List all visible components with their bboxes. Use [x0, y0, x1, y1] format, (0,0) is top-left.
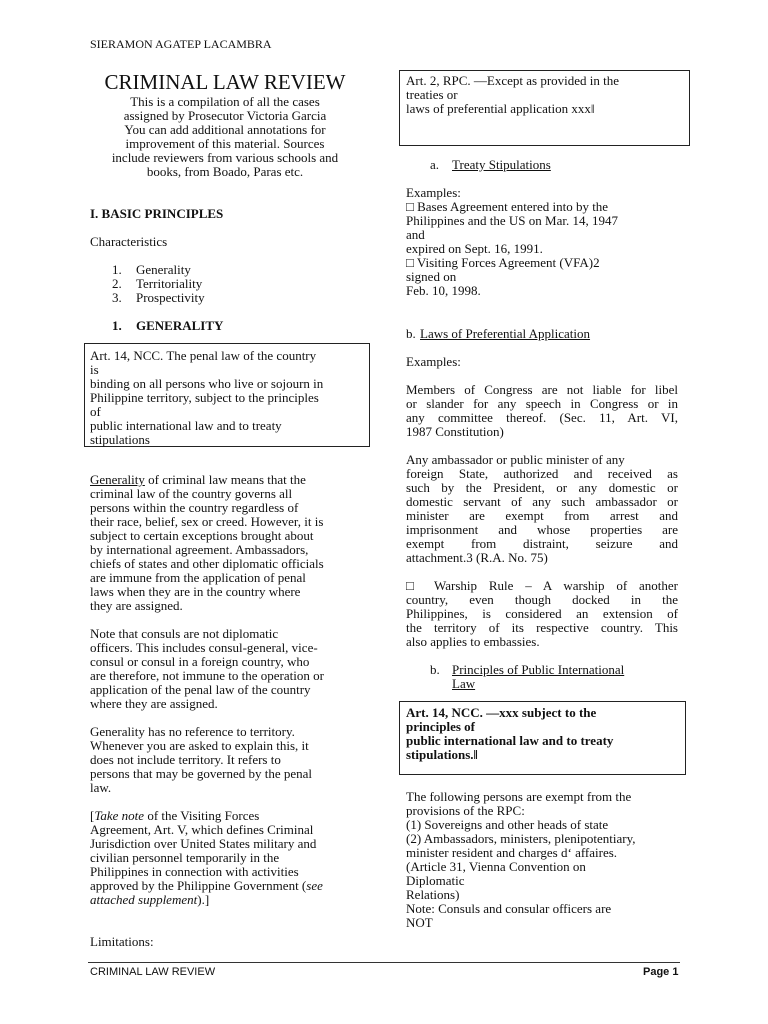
- consuls-paragraph: Note that consuls are not diplomatic officers. This includes consul-general, vice- consul or consul in a foreign country, who are therefore, not immune to the operation or application of the penal law of the country where they are assigned.: [90, 626, 324, 711]
- examples-label: Examples:: [406, 185, 461, 200]
- intro-paragraph: [90, 95, 360, 179]
- examples-label-2: Examples:: [406, 354, 461, 369]
- treaty-stipulations-item: a. Treaty Stipulations: [430, 157, 551, 172]
- ambassador-paragraph: Any ambassador or public minister of any foreign State, authorized and received as such by the President, or any domestic or domestic servant of any such ambassador or minister are exempt from arrest and imprisonment and whose properties are exempt from distraint, seizure and attachment.3 (R.A. No. 75): [406, 452, 678, 565]
- footer-title: CRIMINAL LAW REVIEW: [90, 966, 216, 978]
- treaty-examples: □ Bases Agreement entered into by the Philippines and the US on Mar. 14, 1947 and expired on Sept. 16, 1991. □ Visiting Forces Agreement (VFA)2 signed on Feb. 10, 1998.: [406, 199, 618, 298]
- document-title: CRIMINAL LAW REVIEW: [104, 70, 346, 94]
- generality-heading: 1. GENERALITY: [112, 318, 224, 333]
- vfa-paragraph: [Take note of the Visiting Forces Agreement, Art. V, which defines Criminal Jurisdiction over United States military and civilian personnel temporarily in the Philippines in connection with activities approved by the Philippine Government (see attached supplement).]: [90, 808, 323, 907]
- art14-quote-box: Art. 14, NCC. The penal law of the country is binding on all persons who live or sojourn in Philippine territory, subject to the principles of public international law and to treaty stipulations: [84, 343, 370, 447]
- list-item: 2. Territoriality: [112, 276, 203, 291]
- warship-paragraph: □ Warship Rule – A warship of another country, even though docked in the Philippines, is considered an extension of the territory of its respective country. This also applies to embassies.: [406, 578, 678, 649]
- characteristics-list: [112, 263, 205, 305]
- congress-paragraph: Members of Congress are not liable for libel or slander for any speech in Congress or in any committee thereof. (Sec. 11, Art. VI, 1987 Constitution): [406, 382, 678, 439]
- generality-paragraph: Generality of criminal law means that the criminal law of the country governs all persons within the country regardless of their race, belief, sex or creed. However, it is subject to certain exceptions brought about by international agreement. Ambassadors, chiefs of states and other diplomatic officials are immune from the application of penal laws when they are in the country where they are assigned.: [90, 472, 324, 613]
- running-header-author: SIERAMON AGATEP LACAMBRA: [90, 37, 272, 51]
- laws-preferential-item: b. Laws of Preferential Application: [406, 326, 591, 341]
- list-item: 1. Generality: [112, 262, 191, 277]
- intro-line: improvement of this material. Sources: [125, 136, 325, 151]
- intro-line: include reviewers from various schools and: [111, 150, 339, 165]
- intro-line: assigned by Prosecutor Victoria Garcia: [123, 108, 327, 123]
- intro-line: You can add additional annotations for: [124, 122, 326, 137]
- section-heading: I. BASIC PRINCIPLES: [90, 206, 224, 221]
- intro-line: This is a compilation of all the cases: [130, 94, 320, 109]
- territory-paragraph: Generality has no reference to territory. Whenever you are asked to explain this, it does not include territory. It refers to persons that may be governed by the penal law.: [90, 724, 313, 795]
- list-item: 3. Prospectivity: [112, 290, 205, 305]
- art14-quote-box-2: Art. 14, NCC. —xxx subject to the principles of public international law and to treaty stipulations.‖: [399, 701, 686, 775]
- characteristics-label: Characteristics: [90, 234, 168, 249]
- exempt-persons-paragraph: The following persons are exempt from the provisions of the RPC: (1) Sovereigns and other heads of state (2) Ambassadors, ministers, plenipotentiary, minister resident and charges d‘ affaires. (Article 31, Vienna Convention on Diplomatic Relations) Note: Consuls and consular officers are NOT: [406, 789, 636, 930]
- art2-quote-box: Art. 2, RPC. —Except as provided in the treaties or laws of preferential application xxx‖: [399, 70, 690, 146]
- intro-line: books, from Boado, Paras etc.: [146, 164, 304, 179]
- limitations-label: Limitations:: [90, 934, 154, 949]
- footer-rule: [88, 962, 680, 963]
- footer-page-number: Page 1: [643, 966, 679, 978]
- principles-public-intl-item: b. Principles of Public International Law: [430, 662, 625, 691]
